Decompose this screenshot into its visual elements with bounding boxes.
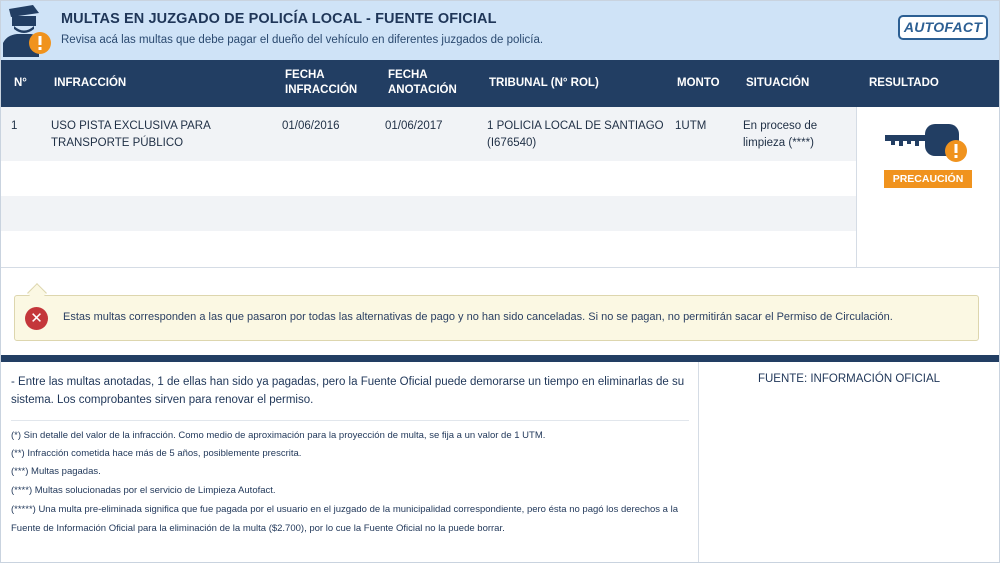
page-subtitle: Revisa acá las multas que debe pagar el dueño del vehículo en diferentes juzgados de policía.	[61, 34, 544, 46]
footnote: (*) Sin detalle del valor de la infracción. Como medio de aproximación para la proyección de multa, se fija a un valor de 1 UTM.	[11, 430, 546, 441]
warning-text: Estas multas corresponden a las que pasaron por todas las alternativas de pago y no han sido canceladas. Si no se pagan, no permitirán sacar el Permiso de Circulación.	[63, 311, 893, 323]
col-header-tribunal: TRIBUNAL (N° ROL)	[489, 77, 599, 89]
col-header-infraccion: INFRACCIÓN	[54, 77, 127, 89]
table-row-empty	[1, 161, 856, 196]
cell-fecha-infraccion: 01/06/2016	[282, 120, 340, 132]
table-bottom-border	[1, 267, 999, 268]
cell-monto: 1UTM	[675, 120, 707, 132]
cell-fecha-anotacion: 01/06/2017	[385, 120, 443, 132]
error-x-icon: ✕	[25, 307, 48, 330]
report-header	[1, 1, 999, 60]
source-panel	[698, 362, 999, 562]
col-header-num: N°	[14, 77, 27, 89]
table-row	[1, 107, 856, 161]
table-body	[1, 107, 856, 267]
section-divider	[1, 355, 999, 362]
col-header-resultado: RESULTADO	[869, 77, 939, 89]
col-header-fecha-infraccion: FECHA INFRACCIÓN	[285, 69, 358, 96]
cell-num: 1	[11, 120, 18, 132]
warning-alert	[14, 295, 979, 341]
col-header-monto: MONTO	[677, 77, 720, 89]
col-header-situacion: SITUACIÓN	[746, 77, 810, 89]
table-header	[1, 60, 999, 107]
notes-main-text: - Entre las multas anotadas, 1 de ellas han sido ya pagadas, pero la Fuente Oficial puede demorarse un tiempo en eliminarlas de su sistema. Los comprobantes sirven para renovar el permiso.	[11, 376, 685, 406]
page-title: MULTAS EN JUZGADO DE POLICÍA LOCAL - FUENTE OFICIAL	[61, 11, 497, 27]
autofact-logo: AUTOFACT	[898, 15, 988, 40]
source-label: FUENTE: INFORMACIÓN OFICIAL	[757, 373, 941, 385]
cell-tribunal: 1 POLICIA LOCAL DE SANTIAGO (I676540)	[487, 120, 664, 149]
table-row-empty	[1, 231, 856, 267]
notes-divider	[11, 420, 689, 421]
police-officer-warning-icon	[3, 5, 53, 57]
footnote: (****) Multas solucionadas por el servicio de Limpieza Autofact.	[11, 485, 276, 496]
key-warning-icon	[885, 124, 975, 164]
result-cell	[856, 107, 999, 267]
caution-badge: PRECAUCIÓN	[884, 170, 972, 188]
footnote: (***) Multas pagadas.	[11, 466, 101, 477]
col-header-fecha-anotacion: FECHA ANOTACIÓN	[388, 69, 457, 96]
footnote: (*****) Una multa pre-eliminada significa que fue pagada por el usuario en el juzgado de la municipalidad correspondiente, pero ésta no pagó los derechos a la Fuente de Información Oficial para la eliminación de la multa ($2.700), por lo cue la Fuente Oficial no la puede borrar.	[11, 504, 679, 534]
table-row-empty	[1, 196, 856, 231]
footnote: (**) Infracción cometida hace más de 5 años, posiblemente prescrita.	[11, 448, 302, 459]
notes-panel	[1, 362, 698, 562]
cell-infraccion: USO PISTA EXCLUSIVA PARA TRANSPORTE PÚBLICO	[51, 120, 211, 149]
cell-situacion: En proceso de limpieza (****)	[743, 120, 818, 149]
